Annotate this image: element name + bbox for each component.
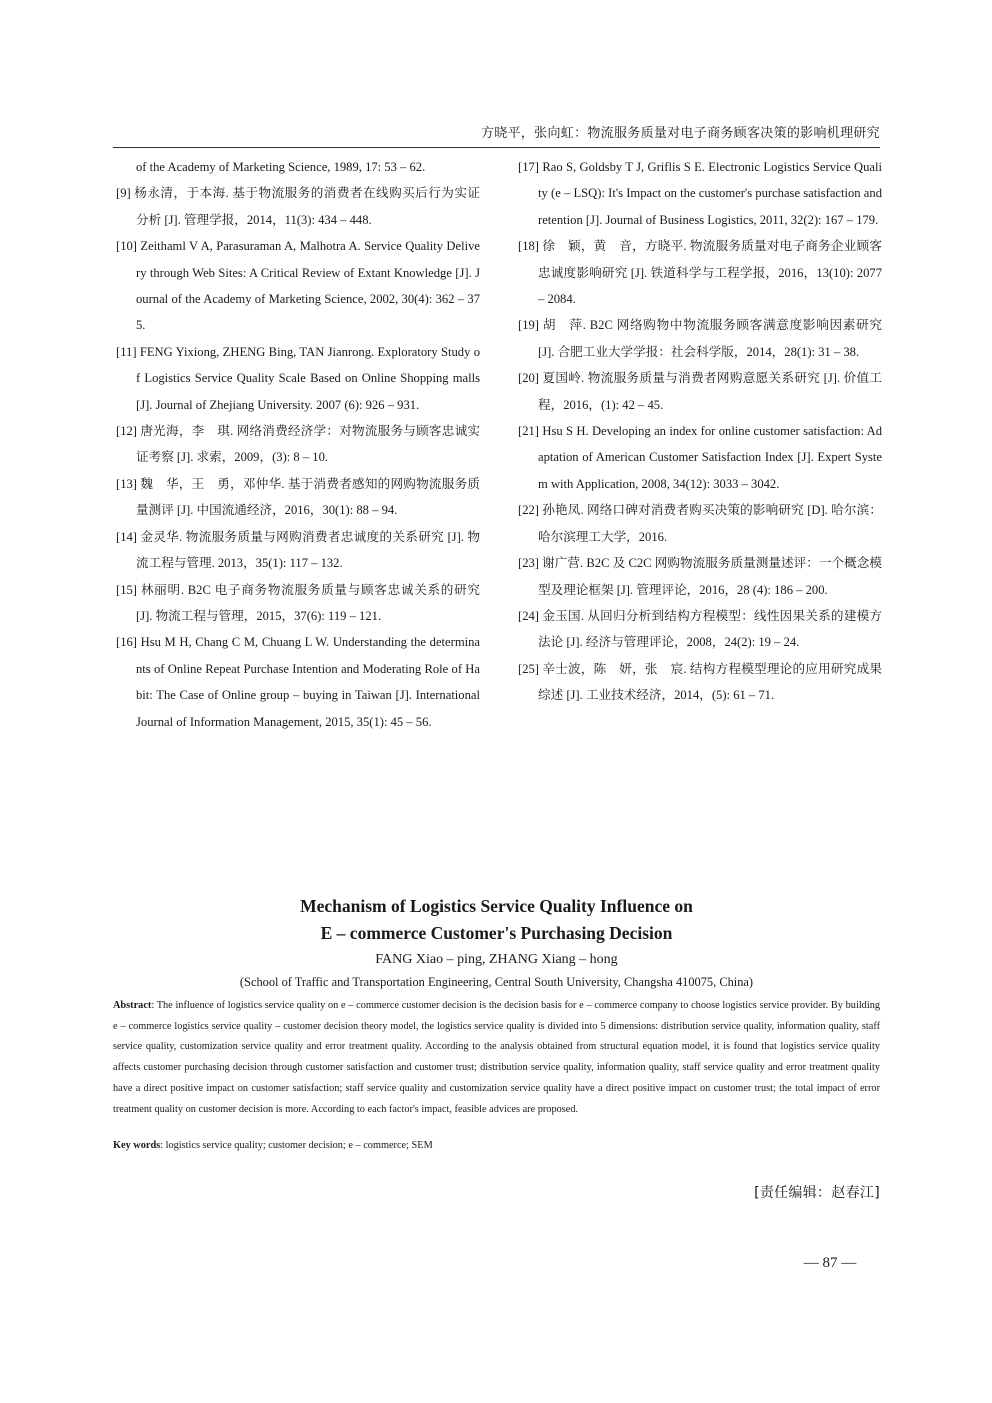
reference-item: [21] Hsu S H. Developing an index for online customer satisfaction: Adaptation of American Customer Satisfaction Index [J]. Expert System with Application, 2008, 34(12): 3033 – 3042. [518,424,882,491]
reference-item: [9] 杨永清，于本海. 基于物流服务的消费者在线购买后行为实证分析 [J]. 管理学报，2014，11(3): 434 – 448. [116,186,480,227]
keywords-text: : logistics service quality; customer decision; e – commerce; SEM [160,1140,433,1151]
references-right-column [518,154,882,709]
reference-item: [17] Rao S, Goldsby T J, Griflis S E. Electronic Logistics Service Quality (e – LSQ): It's Impact on the customer's purchase satisfaction and retention [J]. Journal of Business Logistics, 2011, 32(2): 167 – 179. [518,160,882,227]
reference-item: [25] 辛士波，陈 妍，张 宸. 结构方程模型理论的应用研究成果综述 [J]. 工业技术经济，2014，(5): 61 – 71. [518,661,882,703]
english-title-line1: Mechanism of Logistics Service Quality Influence on [300,896,693,916]
reference-item: [19] 胡 萍. B2C 网络购物中物流服务顾客满意度影响因素研究 [J]. 合肥工业大学学报：社会科学版，2014，28(1): 31 – 38. [518,318,882,359]
keywords-label: Key words [113,1140,161,1151]
reference-item: [10] Zeithaml V A, Parasuraman A, Malhotra A. Service Quality Delivery through Web Sites: A Critical Review of Extant Knowledge [J]. Journal of the Academy of Marketing Science, 2002, 30(4): 362 – 375. [116,239,480,333]
page-number: — 87 — [803,1255,857,1271]
reference-item: [22] 孙艳凤. 网络口碑对消费者购买决策的影响研究 [D]. 哈尔滨：哈尔滨理工大学，2016. [518,503,882,544]
reference-item: [20] 夏国岭. 物流服务质量与消费者网购意愿关系研究 [J]. 价值工程，2016，(1): 42 – 45. [518,371,882,412]
reference-item: [12] 唐光海，李 琪. 网络消费经济学：对物流服务与顾客忠诚实证考察 [J]. 求索，2009，(3): 8 – 10. [116,424,480,465]
running-header: 方晓平，张向虹：物流服务质量对电子商务顾客决策的影响机理研究 [480,126,880,141]
english-keywords [113,1136,880,1156]
reference-item: [23] 谢广营. B2C 及 C2C 网购物流服务质量测量述评：一个概念模型及理论框架 [J]. 管理评论，2016，28 (4): 186 – 200. [518,556,882,597]
reference-item: [14] 金灵华. 物流服务质量与网购消费者忠诚度的关系研究 [J]. 物流工程与管理. 2013，35(1): 117 – 132. [116,529,480,571]
reference-item: [18] 徐 颖，黄 音，方晓平. 物流服务质量对电子商务企业顾客忠诚度影响研究 [J]. 铁道科学与工程学报，2016，13(10): 2077 – 2084. [518,239,882,307]
responsible-editor: [责任编辑：赵春江] [754,1185,880,1201]
english-affiliation: (School of Traffic and Transportation Engineering, Central South University, Changsha 410075, China) [239,975,754,989]
abstract-text: : The influence of logistics service quality on e – commerce customer decision is the decision basis for e – commerce company to choose logistics service provider. By building e – commerce logistics service quality – customer decision theory model, the logistics service quality is divided into 5 dimensions: distribution service quality, information quality, staff service quality, customization service quality and error treatment quality. According to the analysis obtained from structural equation model, it is found that logistics service quality affects customer purchasing decision through customer satisfaction and customer trust; distribution service quality, information quality, staff service quality and error treatment quality have a direct positive impact on customer satisfaction; staff service quality and customization service quality have a direct positive impact on customer trust; the total impact of error treatment quality on customer decision is more. According to each factor's impact, feasible advices are proposed. [113,1000,880,1115]
english-title [113,893,880,947]
reference-item: [13] 魏 华，王 勇，邓仲华. 基于消费者感知的网购物流服务质量测评 [J]. 中国流通经济，2016，30(1): 88 – 94. [116,476,480,518]
abstract-label: Abstract [113,1000,152,1011]
english-authors: FANG Xiao – ping, ZHANG Xiang – hong [375,952,618,967]
reference-item: [15] 林丽明. B2C 电子商务物流服务质量与顾客忠诚关系的研究 [J]. 物流工程与管理，2015，37(6): 119 – 121. [116,582,480,623]
reference-item: [24] 金玉国. 从回归分析到结构方程模型：线性因果关系的建模方法论 [J]. 经济与管理评论，2008，24(2): 19 – 24. [518,608,882,650]
english-title-line2: E – commerce Customer's Purchasing Decision [320,923,673,943]
reference-item: of the Academy of Marketing Science, 1989, 17: 53 – 62. [136,160,426,174]
header-rule [113,147,880,148]
reference-item: [16] Hsu M H, Chang C M, Chuang L W. Understanding the determinants of Online Repeat Purchase Intention and Moderating Role of Habit: The Case of Online group – buying in Taiwan [J]. International Journal of Information Management, 2015, 35(1): 45 – 56. [116,635,480,729]
english-abstract [113,996,880,1120]
references-left-column [116,154,480,735]
reference-item: [11] FENG Yixiong, ZHENG Bing, TAN Jianrong. Exploratory Study of Logistics Service Quality Scale Based on Online Shopping malls [J]. Journal of Zhejiang University. 2007 (6): 926 – 931. [116,344,480,412]
